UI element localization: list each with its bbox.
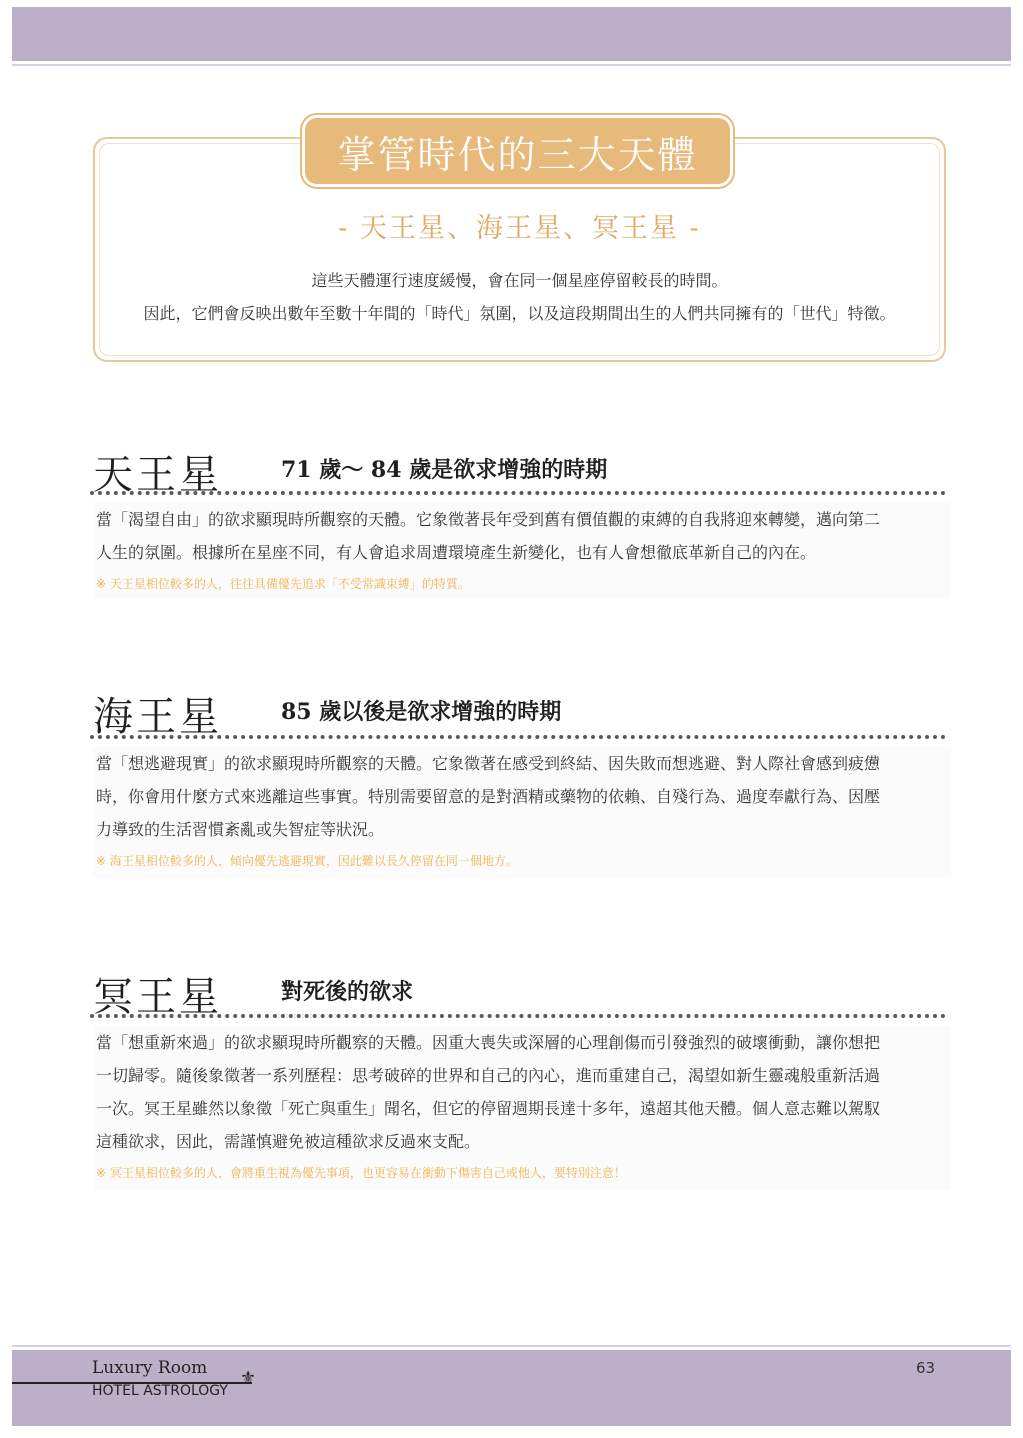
body-line: 人生的氛圍。根據所在星座不同，有人會追求周遭環境產生新變化，也有人會想徹底革新自己的內在。 — [96, 543, 817, 562]
section-note: ※ 天王星相位較多的人，往往具備優先追求「不受常識束縛」的特質。 — [96, 577, 470, 591]
brand-name: Luxury Room — [92, 1358, 208, 1378]
body-line: 當「想逃避現實」的欲求顯現時所觀察的天體。它象徵著在感受到終結、因失敗而想逃避、對人際社會感到疲憊 — [96, 754, 881, 773]
section-title-pluto: 冥王星 — [93, 974, 222, 1020]
brand-subtitle: HOTEL ASTROLOGY — [92, 1383, 228, 1399]
fleur-ornament-icon: ⚜ — [240, 1368, 257, 1389]
body-line: 時，你會用什麼方式來逃離這些事實。特別需要留意的是對酒精或藥物的依賴、自殘行為、過度奉獻行為、因壓 — [96, 787, 881, 806]
intro-text-line: 因此，它們會反映出數年至數十年間的「時代」氛圍，以及這段期間出生的人們共同擁有的「世代」特徵。 — [143, 304, 896, 323]
section-note: ※ 冥王星相位較多的人，會將重生視為優先事項，也更容易在衝動下傷害自己或他人，要特別注意！ — [96, 1166, 626, 1180]
body-line: 力導致的生活習慣紊亂或失智症等狀況。 — [96, 820, 385, 839]
section-body-uranus — [93, 503, 951, 599]
section-note: ※ 海王星相位較多的人，傾向優先逃避現實，因此難以長久停留在同一個地方。 — [96, 854, 518, 868]
intro-text-line: 這些天體運行速度緩慢，會在同一個星座停留較長的時間。 — [311, 271, 728, 290]
dotted-divider — [90, 735, 946, 739]
footer-rule — [12, 1345, 1011, 1347]
section-heading-neptune: 85 歲以後是欲求增強的時期 — [281, 699, 562, 725]
page-title: 掌管時代的三大天體 — [337, 132, 698, 177]
body-line: 當「渴望自由」的欲求顯現時所觀察的天體。它象徵著長年受到舊有價值觀的束縛的自我將迎來轉變，邁向第二 — [96, 510, 881, 529]
header-rule — [12, 64, 1011, 66]
header-band — [12, 7, 1011, 61]
section-body-pluto — [93, 1026, 951, 1190]
section-title-neptune: 海王星 — [93, 694, 222, 740]
dotted-divider — [90, 1014, 946, 1018]
body-line: 一次。冥王星雖然以象徵「死亡與重生」聞名，但它的停留週期長達十多年，遠超其他天體。個人意志難以駕馭 — [96, 1099, 881, 1118]
section-heading-uranus: 71 歲～ 84 歲是欲求增強的時期 — [281, 457, 608, 483]
body-line: 一切歸零。隨後象徵著一系列歷程：思考破碎的世界和自己的內心，進而重建自己，渴望如新生靈魂般重新活過 — [96, 1066, 881, 1085]
body-line: 當「想重新來過」的欲求顯現時所觀察的天體。因重大喪失或深層的心理創傷而引發強烈的破壞衝動，讓你想把 — [96, 1033, 881, 1052]
page-number: 63 — [916, 1359, 936, 1377]
section-heading-pluto: 對死後的欲求 — [281, 979, 414, 1005]
section-body-neptune — [93, 747, 951, 877]
section-title-uranus: 天王星 — [93, 452, 222, 498]
title-plaque — [305, 118, 730, 184]
page-subtitle: - 天王星、海王星、冥王星 - — [338, 213, 701, 244]
body-line: 這種欲求，因此，需謹慎避免被這種欲求反過來支配。 — [96, 1132, 481, 1151]
dotted-divider — [90, 491, 946, 495]
